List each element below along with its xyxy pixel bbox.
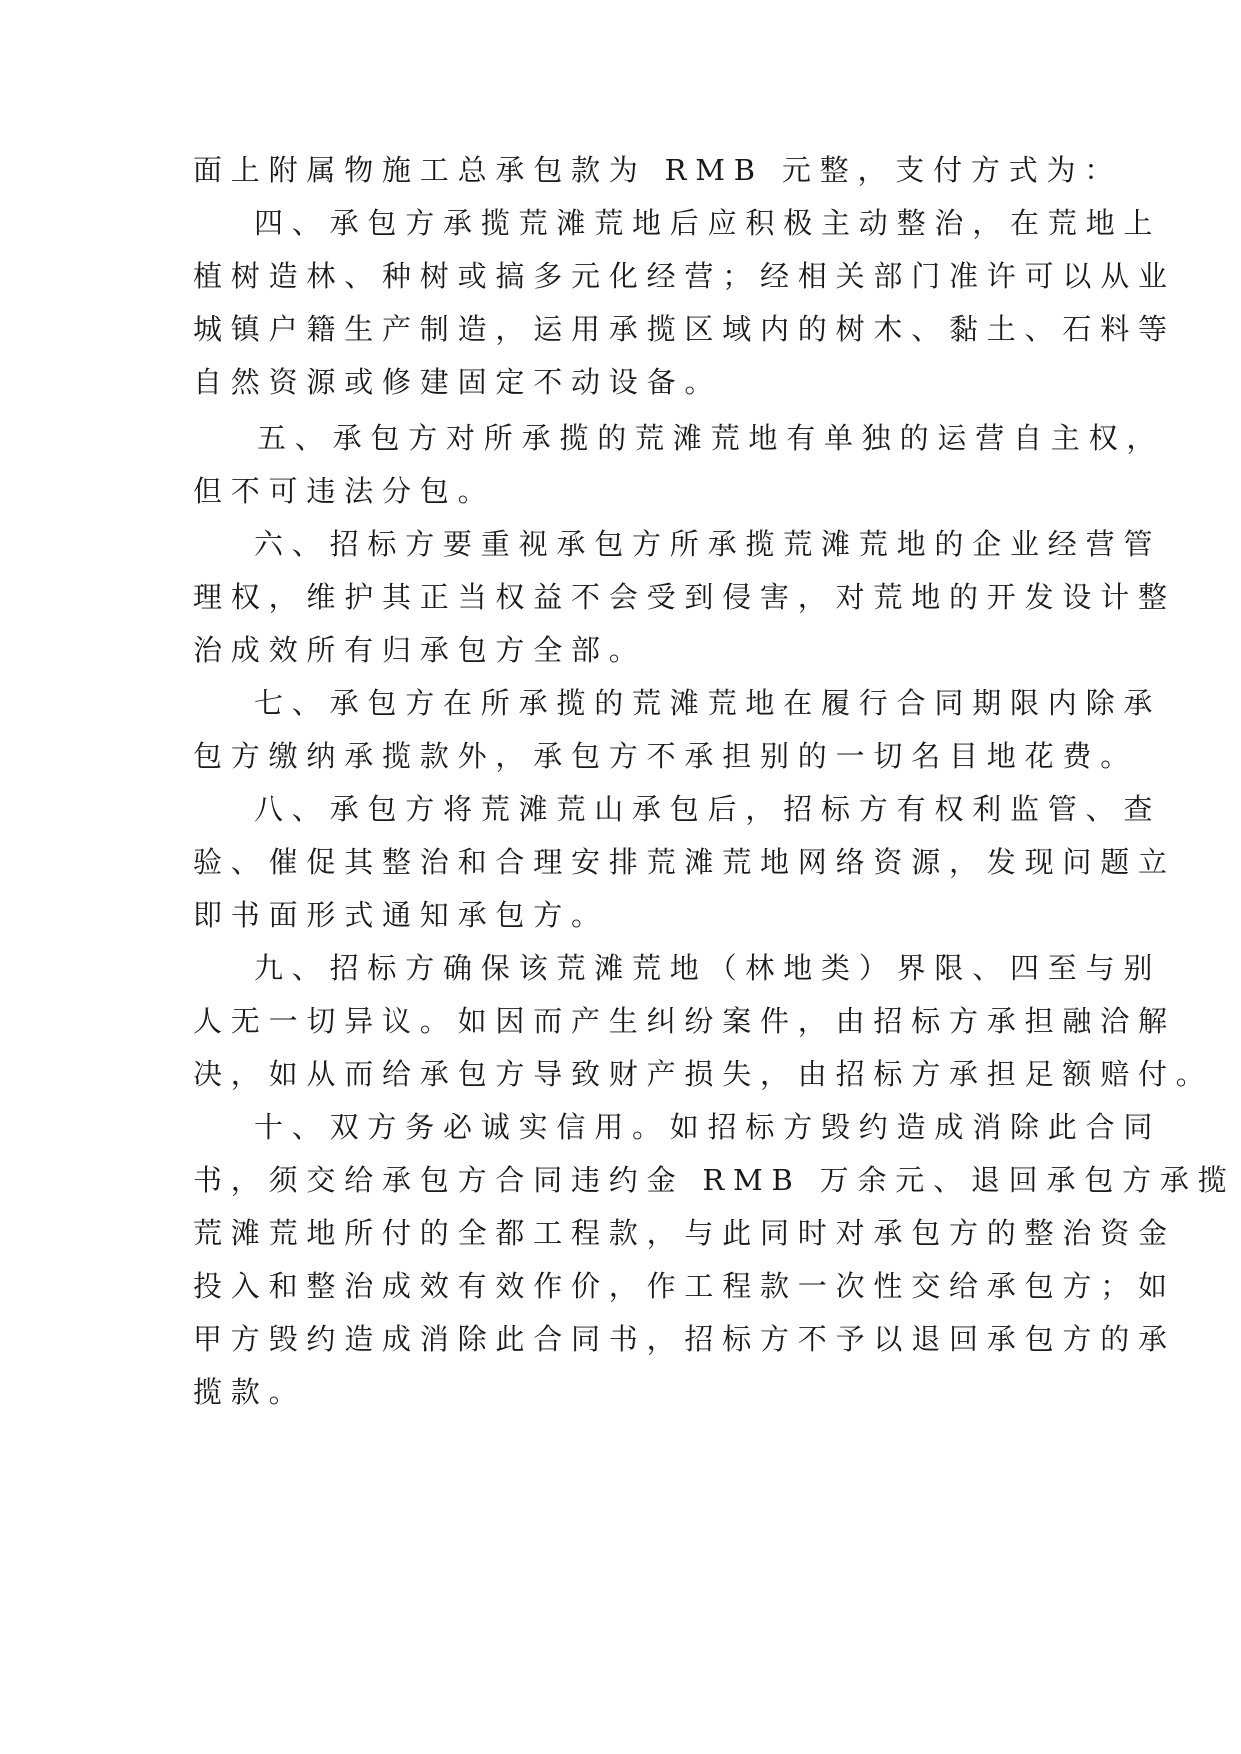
text-line: 自然资源或修建固定不动设备。 <box>193 365 723 399</box>
text-line: 即书面形式通知承包方。 <box>193 898 609 932</box>
text-line: 投入和整治成效有效作价，作工程款一次性交给承包方；如 <box>193 1269 1176 1303</box>
text-line: 验、催促其整治和合理安排荒滩荒地网络资源，发现问题立 <box>193 845 1176 879</box>
text-line: 治成效所有归承包方全部。 <box>193 633 647 667</box>
text-line: 人无一切异议。如因而产生纠纷案件，由招标方承担融洽解 <box>193 1004 1176 1038</box>
text-line: 甲方毁约造成消除此合同书，招标方不予以退回承包方的承 <box>193 1322 1176 1356</box>
text-line: 城镇户籍生产制造，运用承揽区域内的树木、黏土、石料等 <box>193 312 1176 346</box>
text-line: 理权，维护其正当权益不会受到侵害，对荒地的开发设计整 <box>193 580 1176 614</box>
text-line: 五、承包方对所承揽的荒滩荒地有单独的运营自主权， <box>257 421 1165 455</box>
text-line: 六、招标方要重视承包方所承揽荒滩荒地的企业经营管 <box>254 527 1162 561</box>
text-line: 八、承包方将荒滩荒山承包后，招标方有权利监管、查 <box>254 792 1162 826</box>
text-line: 十、双方务必诚实信用。如招标方毁约造成消除此合同 <box>254 1110 1162 1144</box>
text-line: 决，如从而给承包方导致财产损失，由招标方承担足额赔付。 <box>193 1057 1214 1091</box>
text-line: 七、承包方在所承揽的荒滩荒地在履行合同期限内除承 <box>254 686 1162 720</box>
text-line: 九、招标方确保该荒滩荒地（林地类）界限、四至与别 <box>254 951 1162 985</box>
text-line: 包方缴纳承揽款外，承包方不承担别的一切名目地花费。 <box>193 739 1139 773</box>
text-line: 面上附属物施工总承包款为 RMB 元整，支付方式为： <box>193 153 1123 187</box>
text-line: 书，须交给承包方合同违约金 RMB 万余元、退回承包方承揽 <box>193 1163 1236 1197</box>
text-line: 但不可违法分包。 <box>193 474 496 508</box>
text-line: 荒滩荒地所付的全都工程款，与此同时对承包方的整治资金 <box>193 1216 1176 1250</box>
text-line: 植树造林、种树或搞多元化经营；经相关部门准许可以从业 <box>193 259 1176 293</box>
text-line: 揽款。 <box>193 1375 307 1409</box>
text-line: 四、承包方承揽荒滩荒地后应积极主动整治，在荒地上 <box>254 206 1162 240</box>
